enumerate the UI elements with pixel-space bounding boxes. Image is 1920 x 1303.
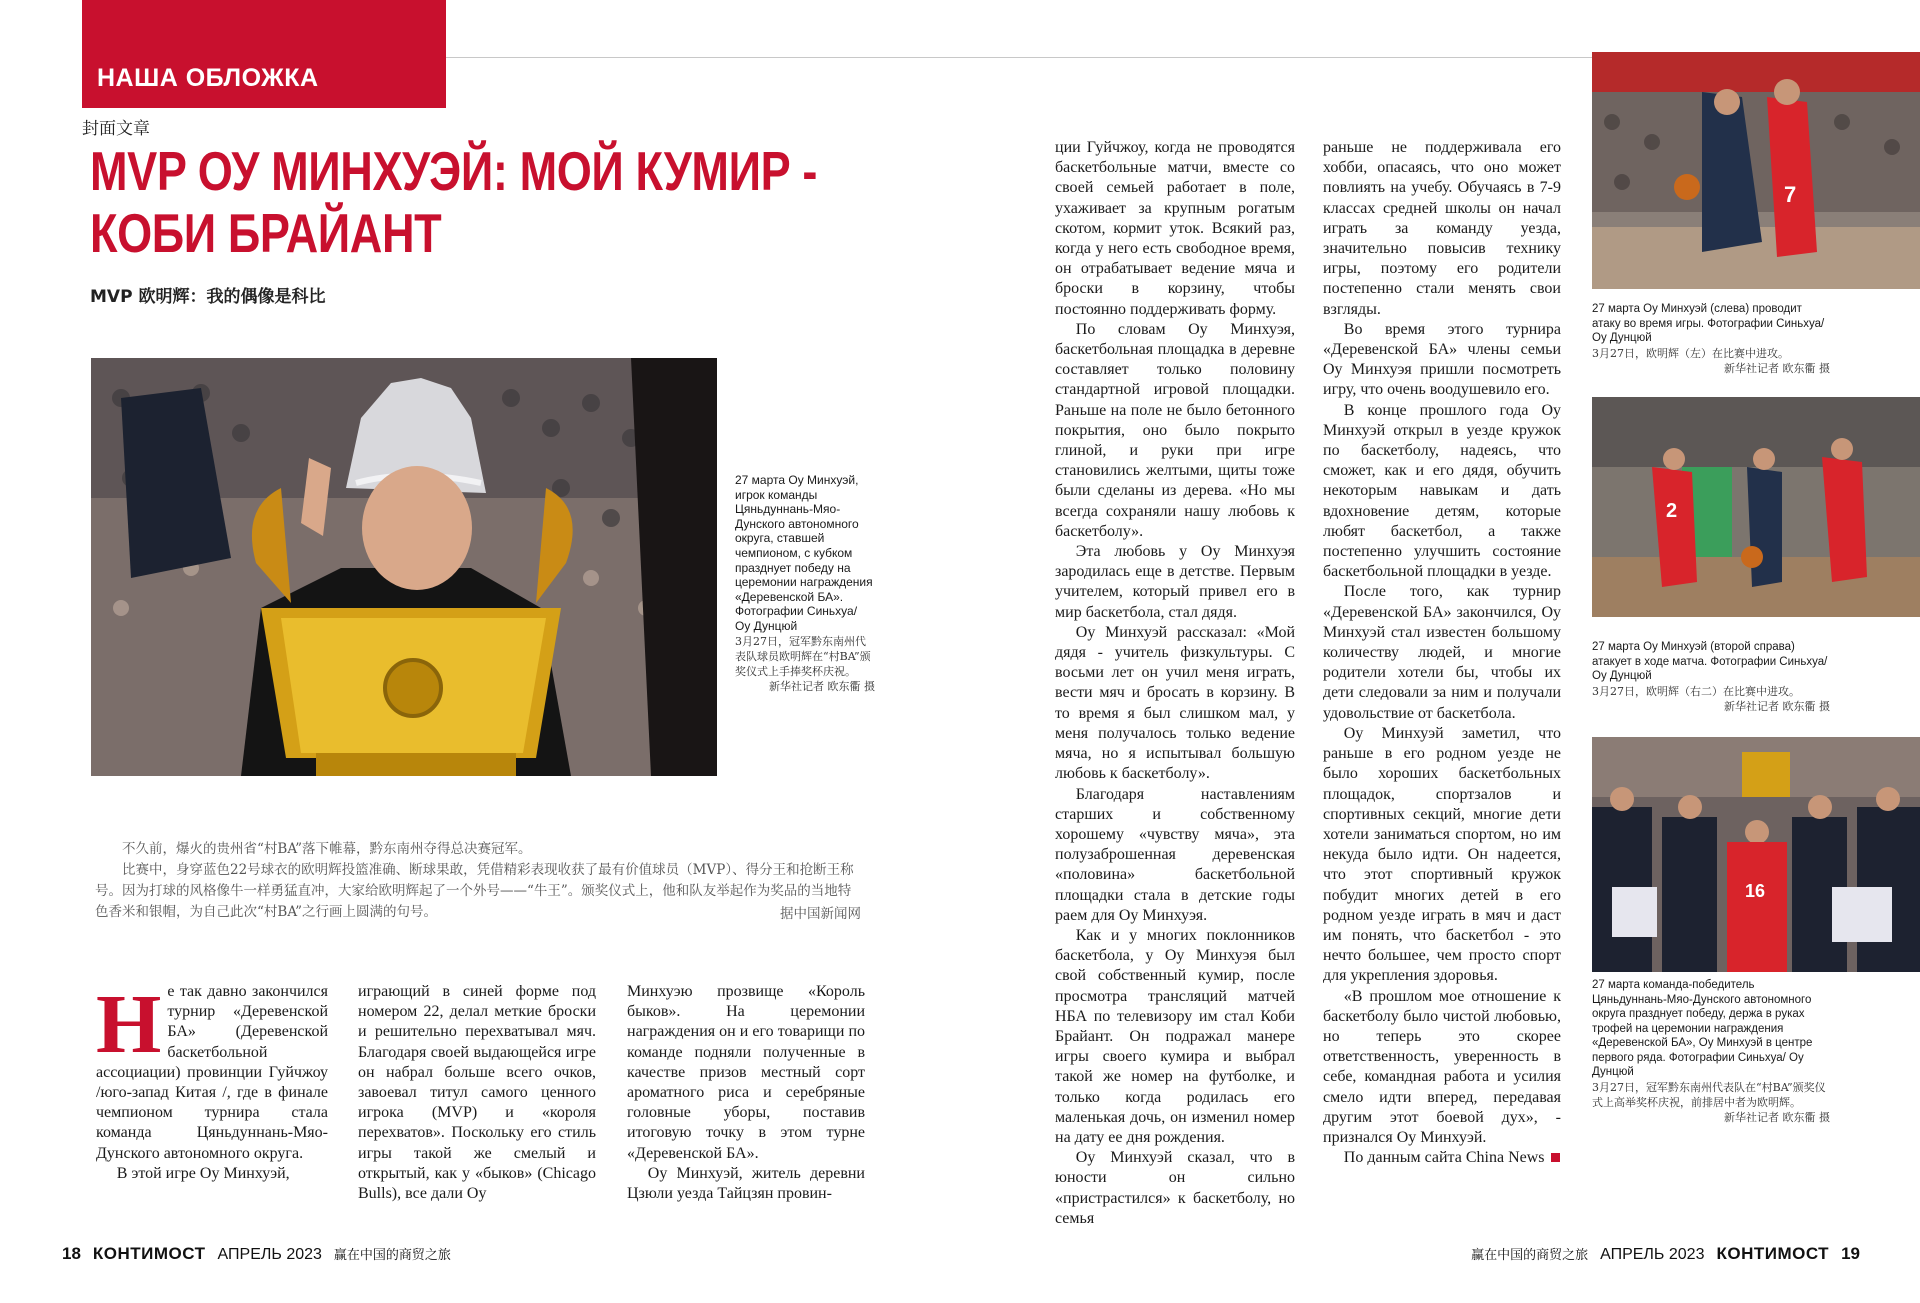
- caption-team-ru: 27 марта команда-победитель Цяньдуннань-Мяо-Дунского автономного округа празднует победу, держа в руках трофей на церемонии награждения «Деревенской БА», Оу Минхуэй в центре первого ряда. Фотографии Синьхуа/ Оу Дунцюй: [1592, 979, 1813, 1078]
- photo-attack-2: [1592, 397, 1920, 617]
- article-col5-p3: В конце прошлого года Оу Минхуэй открыл в уезде кружок по баскетболу, надеясь, что сможет, как и его дядя, обучить некоторым навыкам и дать вдохновение детям, которые любят баскетбол, а также постепенно улучшить состояние баскетбольной площадки в уезде.: [1323, 401, 1561, 581]
- article-col1-p1-text: е так давно закончился турнир «Деревенской БА» (Деревенской баскетбольной ассоциации) провинции Гуйчжоу /юго-запад Китая /, где в финале чемпионом турнира стала команда Цяньдуннань-Мяо-Дунского автономного округа.: [96, 983, 328, 1162]
- caption-attack-2-cn: 3月27日，欧明辉（右二）在比赛中进攻。: [1592, 684, 1800, 698]
- section-label: НАША ОБЛОЖКА: [97, 64, 319, 92]
- photo-team-image: [1592, 737, 1920, 972]
- article-col1-p1: [96, 978, 328, 1164]
- magazine-name-right: КОНТИМОСТ: [1716, 1244, 1830, 1263]
- article-col3-p1: Минхуэю прозвище «Король быков». На церемонии награждения он и его товарищи по команде подняли полученные в качестве призов местный сорт ароматного риса и серебряные головные уборы, поставив итоговую точку в этом турне «Деревенской БА».: [627, 983, 865, 1162]
- drop-cap: Н: [96, 978, 162, 1071]
- article-col2-p1: играющий в синей форме под номером 22, делал меткие броски и решительно перехватывал мяч. Благодаря своей выдающейся игре он набрал больше всего очков, завоевал титул самого ценного игрока (MVP) и «короля перехватов». Поскольку его стиль игры такой же смелый и открытый, как у «быков» (Chicago Bulls), все дали Оу: [358, 983, 596, 1203]
- title-line-1: MVP ОУ МИНХУЭЙ: МОЙ КУМИР -: [90, 140, 817, 202]
- tagline-cn-right: 赢在中国的商贸之旅: [1471, 1248, 1589, 1263]
- intro-cn-p2: 比赛中，身穿蓝色22号球衣的欧明辉投篮准确、断球果敢，凭借精彩表现收获了最有价值球员（MVP）、得分王和抢断王称号。因为打球的风格像牛一样勇猛直冲，大家给欧明辉起了一个外号——“牛王”。颁奖仪式上，他和队友举起作为奖品的当地特色香米和银帽，为自己此次“村BA”之行画上圆满的句号。: [95, 862, 854, 920]
- issue-date-right: АПРЕЛЬ 2023: [1600, 1246, 1705, 1263]
- article-col5-p7: [1323, 1148, 1561, 1168]
- subtitle-cn: MVP 欧明辉：我的偶像是科比: [90, 287, 326, 307]
- article-col5-p4: После того, как турнир «Деревенской БА» закончился, Оу Минхуэй стал известен большому количеству людей, и многие родители хотели бы, чтобы их дети следовали за ним и получали удовольствие от баскетбола.: [1323, 583, 1561, 722]
- article-col4-p2: По словам Оу Минхуэя, баскетбольная площадка в деревне составляет только половину стандартной игровой площадки. Раньше на поле не было бетонного покрытия, оно было покрыто глиной, и руки при игре становились желтыми, щиты тоже были сделаны из дерева. «Но мы всегда сохраняли нашу любовь к баскетболу».: [1055, 320, 1295, 540]
- article-col5-p5: Оу Минхуэй заметил, что раньше в его родном уезде не было хороших баскетбольных площадок, спортзалов и спортивных секций, многие дети хотели заниматься спортом, но им некуда было идти. Он надеется, что этот спортивный кружок побудит многих детей в его родном уезде играть в мяч и даст им понять, что баскетбол - это нечто большее, чем просто спорт для укрепления здоровья.: [1323, 724, 1561, 985]
- page-number-right: 19: [1841, 1244, 1860, 1263]
- main-caption-cn: 3月27日，冠军黔东南州代表队球员欧明辉在“村BA”颁奖仪式上手捧奖杯庆祝。: [735, 634, 871, 678]
- article-column-5: [1323, 138, 1561, 1168]
- main-photo-image: [91, 358, 717, 776]
- folio-left: [62, 1244, 451, 1264]
- main-photo-caption: [735, 473, 875, 694]
- article-col4-p6: Как и у многих поклонников баскетбола, у Оу Минхуэя был свой собственный кумир, после просмотра трансляций матчей НБА по телевизору им стал Коби Брайант. Он подражал манере игры своего кумира и выбрал такой же номер на футболке, и только когда родилась его маленькая дочь, он изменил номер на дату ее дня рождения.: [1055, 926, 1295, 1146]
- intro-source: 据中国新闻网: [780, 906, 861, 922]
- article-col4-p4: Оу Минхуэй рассказал: «Мой дядя - учитель физкультуры. С восьми лет он учил меня играть, вести мяч и бросать в корзину. В то время я был слишком мал, у меня получалось только ведение мяча, но я испытывал большую любовь к баскетболу».: [1055, 623, 1295, 783]
- caption-team: [1592, 978, 1830, 1125]
- section-banner: [82, 0, 446, 108]
- photo-attack-2-image: [1592, 397, 1920, 617]
- article-title: [90, 140, 817, 264]
- photo-team: [1592, 737, 1920, 972]
- intro-cn-p1: 不久前，爆火的贵州省“村BA”落下帷幕，黔东南州夺得总决赛冠军。: [122, 841, 532, 857]
- caption-attack-1-credit: 新华社记者 欧东衢 摄: [1724, 361, 1830, 375]
- article-col5-p7-text: По данным сайта China News: [1343, 1149, 1545, 1167]
- article-col5-p1: раньше не поддерживала его хобби, опасаясь, что оно может повлиять на учебу. Обучаясь в 7-9 классах средней школы он начал играть за команду уезда, значительно повысив технику игры, поэтому его родители постепенно стали менять свои взгляды.: [1323, 139, 1561, 318]
- caption-attack-1-cn: 3月27日，欧明辉（左）在比赛中进攻。: [1592, 346, 1789, 360]
- kicker-cn: 封面文章: [82, 119, 150, 139]
- jersey-number: 7: [1784, 182, 1797, 207]
- title-line-2: КОБИ БРАЙАНТ: [90, 202, 442, 264]
- article-col3-p2: Оу Минхуэй, житель деревни Цзюли уезда Тайцзян провин-: [627, 1164, 865, 1203]
- article-col4-p5: Благодаря наставлениям старших и собственному хорошему «чувству мяча», эта полузаброшенная деревенская «половина» баскетбольной площадки стала в детские годы раем для Оу Минхуэя.: [1055, 785, 1295, 924]
- article-col5-p2: Во время этого турнира «Деревенской БА» члены семьи Оу Минхуэя пришли посмотреть игру, что очень воодушевило его.: [1323, 320, 1561, 399]
- caption-attack-1: [1592, 302, 1830, 376]
- article-column-1: [96, 978, 328, 1184]
- article-column-4: [1055, 138, 1295, 1229]
- article-col4-p7: Оу Минхуэй сказал, что в юности он сильно «пристрастился» к баскетболу, но семья: [1055, 1149, 1295, 1227]
- article-col1-p2: В этой игре Оу Минхуэй,: [116, 1164, 290, 1182]
- article-column-2: [358, 982, 596, 1204]
- article-col5-p6: «В прошлом мое отношение к баскетболу было чистой любовью, но теперь это скорее ответственность, уверенность в себе, командная работа и усилия смело идти вперед, передавая другим этот боевой дух», - признался Оу Минхуэй.: [1323, 987, 1561, 1146]
- caption-attack-1-ru: 27 марта Оу Минхуэй (слева) проводит атаку во время игры. Фотографии Синьхуа/ Оу Дунцюй: [1592, 303, 1825, 344]
- main-caption-credit: 新华社记者 欧东衢 摄: [769, 679, 875, 693]
- end-mark: [1551, 1153, 1560, 1162]
- article-col4-p1: ции Гуйчжоу, когда не проводятся баскетбольные матчи, вместе со своей семьей работает в поле, ухаживает за крупным рогатым скотом, кормит уток. Всякий раз, когда у него есть свободное время, он отрабатывает ведение мяча и броски в корзину, чтобы постоянно поддерживать форму.: [1055, 139, 1295, 318]
- jersey-number: 2: [1666, 500, 1678, 522]
- article-column-3: [627, 982, 865, 1204]
- caption-attack-2-ru: 27 марта Оу Минхуэй (второй справа) атакует в ходе матча. Фотографии Синьхуа/ Оу Дунцюй: [1592, 641, 1828, 682]
- caption-attack-2: [1592, 640, 1830, 714]
- page-number-left: 18: [62, 1244, 81, 1263]
- main-caption-ru: 27 марта Оу Минхуэй, игрок команды Цяньдуннань-Мяо-Дунского автономного округа, ставшей чемпионом, с кубком празднует победу на церемонии награждения «Деревенской БА». Фотографии Синьхуа/ Оу Дунцюй: [735, 473, 873, 633]
- article-col4-p3: Эта любовь у Оу Минхуэя зародилась еще в детстве. Первым учителем, который привел его в мир баскетбола, стал дядя.: [1055, 543, 1295, 621]
- caption-team-credit: 新华社记者 欧东衢 摄: [1724, 1110, 1830, 1124]
- jersey-number: 16: [1745, 881, 1766, 901]
- issue-date-left: АПРЕЛЬ 2023: [217, 1246, 322, 1263]
- tagline-cn-left: 赢在中国的商贸之旅: [333, 1248, 451, 1263]
- main-photo: [91, 358, 717, 776]
- caption-team-cn: 3月27日，冠军黔东南州代表队在“村BA”颁奖仪式上高举奖杯庆祝，前排居中者为欧明辉。: [1592, 1080, 1826, 1109]
- caption-attack-2-credit: 新华社记者 欧东衢 摄: [1724, 699, 1830, 713]
- photo-attack-1-image: [1592, 52, 1920, 289]
- folio-right: [1471, 1244, 1860, 1264]
- magazine-name-left: КОНТИМОСТ: [92, 1244, 206, 1263]
- photo-attack-1: [1592, 52, 1920, 289]
